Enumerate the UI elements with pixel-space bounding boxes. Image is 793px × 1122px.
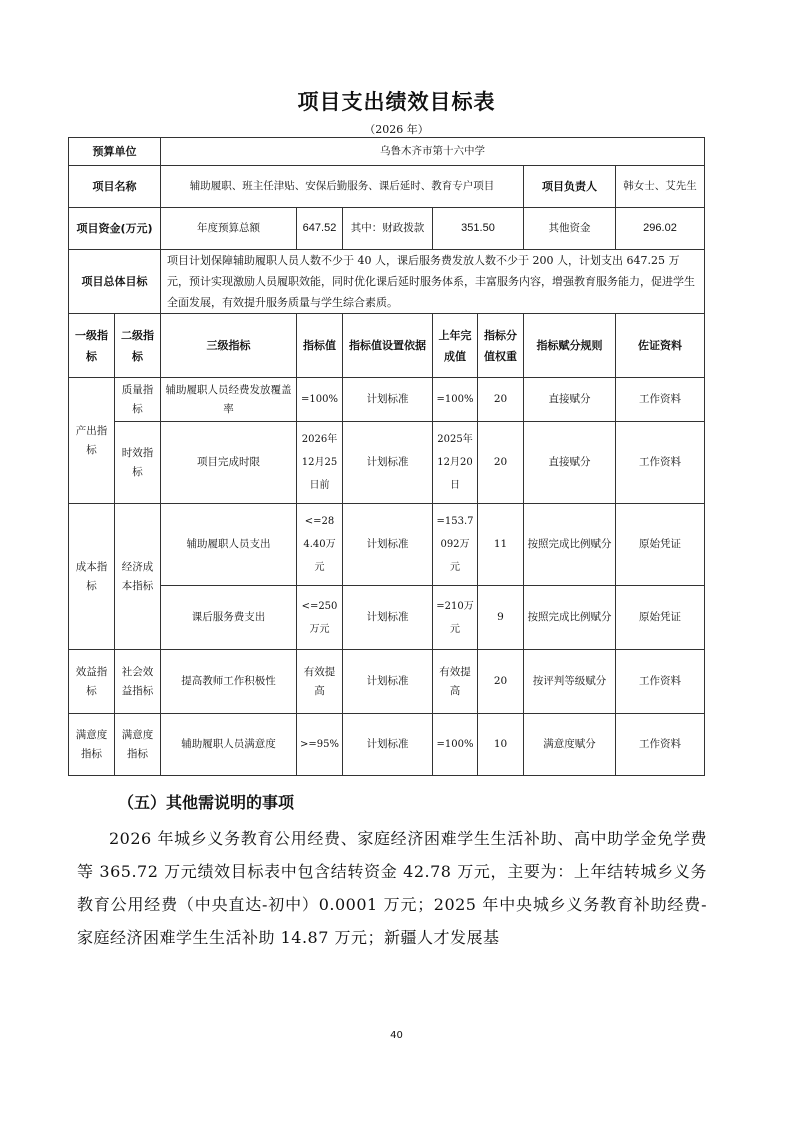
value-cell: 有效提高 bbox=[297, 650, 343, 714]
owner-value: 韩女士、艾先生 bbox=[616, 166, 705, 208]
evidence-cell: 工作资料 bbox=[616, 650, 705, 714]
level3-cell: 辅助履职人员满意度 bbox=[161, 714, 297, 776]
satisfaction-level1: 满意度指标 bbox=[69, 714, 115, 776]
value-cell: <=250万元 bbox=[297, 586, 343, 650]
header-level2: 二级指标 bbox=[115, 314, 161, 378]
owner-label: 项目负责人 bbox=[524, 166, 616, 208]
weight-cell: 20 bbox=[478, 378, 524, 422]
header-rule: 指标赋分规则 bbox=[524, 314, 616, 378]
table-row bbox=[69, 586, 705, 650]
weight-cell: 10 bbox=[478, 714, 524, 776]
rule-cell: 按评判等级赋分 bbox=[524, 650, 616, 714]
last-year-cell: 2025年12月20日 bbox=[433, 422, 478, 504]
goal-label: 项目总体目标 bbox=[69, 250, 161, 314]
rule-cell: 按照完成比例赋分 bbox=[524, 504, 616, 586]
other-funds-value: 296.02 bbox=[616, 208, 705, 250]
level2-cell: 质量指标 bbox=[115, 378, 161, 422]
benefit-level2: 社会效益指标 bbox=[115, 650, 161, 714]
table-row bbox=[69, 422, 705, 504]
last-year-cell: =153.7092万元 bbox=[433, 504, 478, 586]
basis-cell: 计划标准 bbox=[343, 586, 433, 650]
value-cell: <=284.40万元 bbox=[297, 504, 343, 586]
page-title: 项目支出绩效目标表 bbox=[297, 90, 496, 114]
header-weight: 指标分值权重 bbox=[478, 314, 524, 378]
goal-value: 项目计划保障辅助履职人员人数不少于 40 人，课后服务费发放人数不少于 200 人，计划支出 647.25 万元，预计实现激励人员履职效能，同时优化课后延时服务体系，丰富服务内容，增强教育服务能力，促进学生全面发展，有效提升服务质量与学生综合素质。 bbox=[161, 250, 705, 314]
value-cell: =100% bbox=[297, 378, 343, 422]
project-name-label: 项目名称 bbox=[69, 166, 161, 208]
level2-cell: 时效指标 bbox=[115, 422, 161, 504]
year-subtitle: （2026 年） bbox=[364, 123, 429, 136]
annual-total-label: 年度预算总额 bbox=[161, 208, 297, 250]
value-cell: >=95% bbox=[297, 714, 343, 776]
level3-cell: 提高教师工作积极性 bbox=[161, 650, 297, 714]
basis-cell: 计划标准 bbox=[343, 714, 433, 776]
table-row bbox=[69, 714, 705, 776]
cost-level1: 成本指标 bbox=[69, 504, 115, 650]
table-row bbox=[69, 504, 705, 586]
weight-cell: 20 bbox=[478, 422, 524, 504]
header-value: 指标值 bbox=[297, 314, 343, 378]
section-heading: （五）其他需说明的事项 bbox=[118, 793, 295, 812]
project-name-value: 辅助履职、班主任津贴、安保后勤服务、课后延时、教育专户项目 bbox=[161, 166, 524, 208]
last-year-cell: =100% bbox=[433, 378, 478, 422]
basis-cell: 计划标准 bbox=[343, 422, 433, 504]
level3-cell: 项目完成时限 bbox=[161, 422, 297, 504]
header-level3: 三级指标 bbox=[161, 314, 297, 378]
value-cell: 2026年12月25日前 bbox=[297, 422, 343, 504]
table-row bbox=[69, 650, 705, 714]
basis-cell: 计划标准 bbox=[343, 378, 433, 422]
rule-cell: 直接赋分 bbox=[524, 422, 616, 504]
level3-cell: 辅助履职人员支出 bbox=[161, 504, 297, 586]
weight-cell: 9 bbox=[478, 586, 524, 650]
cost-level2: 经济成本指标 bbox=[115, 504, 161, 650]
evidence-cell: 工作资料 bbox=[616, 714, 705, 776]
evidence-cell: 工作资料 bbox=[616, 422, 705, 504]
funds-label: 项目资金(万元) bbox=[69, 208, 161, 250]
project-funds-row bbox=[69, 208, 705, 250]
annual-total-value: 647.52 bbox=[297, 208, 343, 250]
project-name-row bbox=[69, 166, 705, 208]
budget-unit-label: 预算单位 bbox=[69, 138, 161, 166]
budget-unit-row bbox=[69, 138, 705, 166]
level3-cell: 课后服务费支出 bbox=[161, 586, 297, 650]
performance-target-table bbox=[68, 137, 705, 776]
header-level1: 一级指标 bbox=[69, 314, 115, 378]
header-last-year: 上年完成值 bbox=[433, 314, 478, 378]
fiscal-value: 351.50 bbox=[433, 208, 524, 250]
weight-cell: 20 bbox=[478, 650, 524, 714]
evidence-cell: 原始凭证 bbox=[616, 586, 705, 650]
basis-cell: 计划标准 bbox=[343, 504, 433, 586]
rule-cell: 满意度赋分 bbox=[524, 714, 616, 776]
weight-cell: 11 bbox=[478, 504, 524, 586]
overall-goal-row bbox=[69, 250, 705, 314]
last-year-cell: =100% bbox=[433, 714, 478, 776]
page-number: 40 bbox=[390, 1030, 403, 1041]
body-paragraph: 2026 年城乡义务教育公用经费、家庭经济困难学生生活补助、高中助学金免学费等 365.72 万元绩效目标表中包含结转资金 42.78 万元，主要为：上年结转城乡义务教育公用经费（中央直达-初中）0.0001 万元；2025 年中央城乡义务教育补助经费-家庭经济困难学生生活补助 14.87 万元；新疆人才发展基 bbox=[77, 829, 707, 947]
rule-cell: 直接赋分 bbox=[524, 378, 616, 422]
output-level1: 产出指标 bbox=[69, 378, 115, 504]
basis-cell: 计划标准 bbox=[343, 650, 433, 714]
table-row bbox=[69, 378, 705, 422]
other-funds-label: 其他资金 bbox=[524, 208, 616, 250]
satisfaction-level2: 满意度指标 bbox=[115, 714, 161, 776]
budget-unit-value: 乌鲁木齐市第十六中学 bbox=[161, 138, 705, 166]
fiscal-label: 其中：财政拨款 bbox=[343, 208, 433, 250]
rule-cell: 按照完成比例赋分 bbox=[524, 586, 616, 650]
indicator-header-row bbox=[69, 314, 705, 378]
evidence-cell: 工作资料 bbox=[616, 378, 705, 422]
evidence-cell: 原始凭证 bbox=[616, 504, 705, 586]
last-year-cell: =210万元 bbox=[433, 586, 478, 650]
level3-cell: 辅助履职人员经费发放覆盖率 bbox=[161, 378, 297, 422]
last-year-cell: 有效提高 bbox=[433, 650, 478, 714]
header-evidence: 佐证资料 bbox=[616, 314, 705, 378]
benefit-level1: 效益指标 bbox=[69, 650, 115, 714]
header-basis: 指标值设置依据 bbox=[343, 314, 433, 378]
